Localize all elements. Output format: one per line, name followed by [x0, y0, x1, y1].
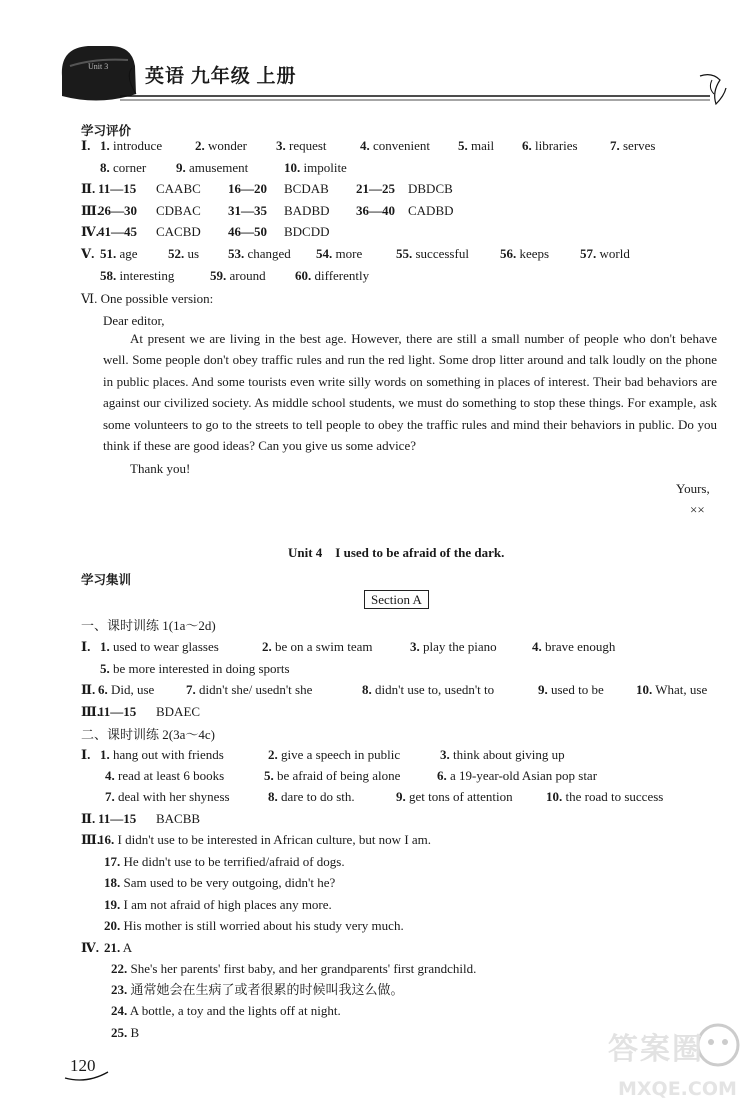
- answer-item: [228, 180, 267, 198]
- answer-text: world: [599, 246, 630, 261]
- answer-number: Ⅱ.: [81, 181, 96, 196]
- letter-thanks: Thank you!: [130, 461, 191, 476]
- answer-item: [98, 831, 431, 849]
- answer-item: [264, 767, 400, 785]
- answer-item: [81, 939, 99, 957]
- answer-item: [81, 810, 95, 828]
- answer-number: 17.: [104, 854, 121, 869]
- answer-number: 5.: [100, 661, 110, 676]
- answer-number: 24.: [111, 1003, 128, 1018]
- answer-item: [276, 137, 327, 155]
- answer-item: [104, 896, 332, 914]
- answer-number: 11—15: [98, 811, 137, 826]
- answer-item: [410, 638, 497, 656]
- answer-item: [104, 917, 404, 935]
- answer-item: [105, 788, 230, 806]
- answer-item: [100, 245, 138, 263]
- answer-item: [284, 202, 330, 220]
- answer-item: [111, 1024, 139, 1042]
- answer-item: [100, 660, 290, 678]
- answer-number: 4.: [105, 768, 115, 783]
- answer-number: 25.: [111, 1025, 128, 1040]
- answer-item: [210, 267, 266, 285]
- answer-text: used to be: [551, 682, 604, 697]
- answer-text: I am not afraid of high places any more.: [123, 897, 332, 912]
- answer-item: [156, 703, 200, 721]
- answer-number: 2.: [262, 639, 272, 654]
- answer-number: 8.: [100, 160, 110, 175]
- answer-number: 3.: [440, 747, 450, 762]
- answer-text: dare to do sth.: [281, 789, 355, 804]
- answer-text: deal with her shyness: [118, 789, 230, 804]
- answer-number: 6.: [437, 768, 447, 783]
- answer-number: 11—15: [98, 181, 137, 196]
- letter-closing: Yours,: [676, 481, 710, 496]
- answer-number: 8.: [362, 682, 372, 697]
- answer-number: Ⅳ.: [81, 224, 100, 239]
- answer-number: 10.: [636, 682, 653, 697]
- answer-number: 52.: [168, 246, 185, 261]
- answer-text: successful: [415, 246, 469, 261]
- answer-text: CADBD: [408, 203, 454, 218]
- answer-number: 1.: [100, 138, 110, 153]
- answer-number: 46—50: [228, 224, 267, 239]
- answer-text: corner: [113, 160, 147, 175]
- answer-text: DBDCB: [408, 181, 453, 196]
- answer-item: [81, 223, 99, 241]
- answer-number: 16.: [98, 832, 115, 847]
- answer-text: libraries: [535, 138, 578, 153]
- answer-text: changed: [247, 246, 291, 261]
- vi-label: Ⅵ. One possible version:: [81, 291, 214, 306]
- answer-text: wonder: [208, 138, 247, 153]
- answer-item: [396, 245, 469, 263]
- answer-item: [81, 638, 90, 656]
- answer-number: 26—30: [98, 203, 137, 218]
- answer-number: 2.: [195, 138, 205, 153]
- answer-item: [268, 788, 355, 806]
- answer-item: [81, 681, 95, 699]
- answer-number: 54.: [316, 246, 333, 261]
- section-a-box: Section A: [364, 590, 429, 609]
- answer-text: didn't she/ usedn't she: [199, 682, 313, 697]
- answer-text: didn't use to, usedn't to: [375, 682, 495, 697]
- answer-text: keeps: [519, 246, 550, 261]
- answer-item: [538, 681, 604, 699]
- answer-number: 5.: [264, 768, 274, 783]
- answer-item: [284, 180, 329, 198]
- answer-text: be afraid of being alone: [277, 768, 401, 783]
- answer-item: [98, 703, 136, 721]
- answer-item: [98, 180, 136, 198]
- answer-number: 16—20: [228, 181, 267, 196]
- answer-text: BCDAB: [284, 181, 329, 196]
- answer-item: [522, 137, 578, 155]
- answer-number: 18.: [104, 875, 121, 890]
- answer-item: [156, 810, 200, 828]
- answer-number: 21.: [104, 940, 121, 955]
- answer-text: CAABC: [156, 181, 201, 196]
- answer-text: CACBD: [156, 224, 201, 239]
- answer-number: 51.: [100, 246, 117, 261]
- answer-text: used to wear glasses: [113, 639, 219, 654]
- answer-number: Ⅳ.: [81, 940, 100, 955]
- answer-item: [580, 245, 630, 263]
- answer-number: 1.: [100, 747, 110, 762]
- answer-text: His mother is still worried about his study very much.: [123, 918, 404, 933]
- answer-number: 7.: [186, 682, 196, 697]
- page-number-curl: [62, 1062, 112, 1082]
- answer-item: [268, 746, 400, 764]
- answer-number: Ⅱ.: [81, 682, 96, 697]
- answer-number: Ⅲ.: [81, 203, 101, 218]
- answer-item: [81, 180, 95, 198]
- answer-item: [156, 180, 201, 198]
- answer-text: introduce: [113, 138, 163, 153]
- answer-text: A bottle, a toy and the lights off at night.: [129, 1003, 341, 1018]
- letter-greeting: Dear editor,: [103, 313, 165, 328]
- answer-item: [176, 159, 248, 177]
- answer-number: Ⅱ.: [81, 811, 96, 826]
- answer-number: 3.: [410, 639, 420, 654]
- answer-number: Ⅴ.: [81, 246, 95, 261]
- answer-text: Sam used to be very outgoing, didn't he?: [123, 875, 336, 890]
- answer-item: [396, 788, 513, 806]
- answer-text: be more interested in doing sports: [113, 661, 290, 676]
- answer-number: 9.: [538, 682, 548, 697]
- answer-item: [295, 267, 369, 285]
- answer-text: amusement: [189, 160, 249, 175]
- letter-body: At present we are living in the best age. However, there are still a small number of people who don't behave well. Some people don't obey traffic rules and run the red light. Some drop litter around and talk loudly on the phone in public places. And some tourists even write silly words on something in places of interest. Their bad behaviors are against our civilized society. As middle school students, we must do something to stop these things. For example, ask some volunteers to go to the streets to tell people to obey the traffic rules and mind their behaviors in public. Do you think if these are good ideas? Can you give us some advice?: [103, 331, 717, 454]
- answer-text: serves: [623, 138, 656, 153]
- answer-number: 20.: [104, 918, 121, 933]
- answer-item: [458, 137, 494, 155]
- answer-item: [104, 939, 132, 957]
- answer-text: BADBD: [284, 203, 330, 218]
- answer-text: interesting: [119, 268, 175, 283]
- section-heading-2: 学习集训: [81, 573, 132, 587]
- unit-title: Unit 4 I used to be afraid of the dark.: [288, 545, 505, 560]
- answer-number: 23.: [111, 982, 128, 997]
- answer-number: 19.: [104, 897, 121, 912]
- answer-number: 5.: [458, 138, 468, 153]
- answer-text: us: [187, 246, 200, 261]
- answer-number: 4.: [532, 639, 542, 654]
- answer-item: [262, 638, 372, 656]
- answer-number: 4.: [360, 138, 370, 153]
- answer-number: Ⅰ.: [81, 747, 91, 762]
- answer-item: [284, 159, 347, 177]
- answer-item: [362, 681, 494, 699]
- answer-number: Ⅲ.: [81, 832, 101, 847]
- watermark-text-top: 答案圈: [608, 1032, 704, 1067]
- answer-number: 21—25: [356, 181, 395, 196]
- letter-signature: ××: [690, 502, 705, 517]
- answer-number: 2.: [268, 747, 278, 762]
- answer-text: Did, use: [111, 682, 155, 697]
- answer-number: 11—15: [98, 704, 137, 719]
- answer-number: 8.: [268, 789, 278, 804]
- answer-number: 9.: [176, 160, 186, 175]
- answer-number: 41—45: [98, 224, 137, 239]
- answer-text: He didn't use to be terrified/afraid of dogs.: [123, 854, 345, 869]
- answer-number: 1.: [100, 639, 110, 654]
- watermark: [608, 1020, 748, 1108]
- answer-number: 31—35: [228, 203, 267, 218]
- answer-text: A: [122, 940, 133, 955]
- answer-text: differently: [314, 268, 370, 283]
- answer-item: [104, 874, 335, 892]
- answer-item: [546, 788, 663, 806]
- answer-text: What, use: [655, 682, 708, 697]
- answer-text: 通常她会在生病了或者很累的时候叫我这么做。: [130, 982, 404, 997]
- answer-number: Ⅰ.: [81, 639, 91, 654]
- answer-item: [111, 1002, 341, 1020]
- svg-text:Unit 3: Unit 3: [88, 62, 109, 71]
- answer-item: [636, 681, 707, 699]
- answer-text: BDCDD: [284, 224, 330, 239]
- answer-text: impolite: [303, 160, 347, 175]
- answer-text: more: [335, 246, 363, 261]
- lesson-2-label: 二、课时训练 2(3a～4c): [81, 727, 215, 742]
- answer-number: 36—40: [356, 203, 395, 218]
- answer-item: [610, 137, 656, 155]
- answer-text: be on a swim team: [275, 639, 373, 654]
- answer-text: play the piano: [423, 639, 497, 654]
- answer-item: [81, 746, 90, 764]
- answer-text: BACBB: [156, 811, 201, 826]
- answer-item: [500, 245, 549, 263]
- answer-item: [98, 681, 154, 699]
- watermark-text-bottom: MXQE.COM: [618, 1078, 737, 1100]
- answer-item: [100, 137, 162, 155]
- answer-text: B: [130, 1025, 140, 1040]
- answer-item: [81, 137, 90, 155]
- answer-item: [356, 202, 395, 220]
- answer-item: [111, 960, 476, 978]
- answer-text: hang out with friends: [113, 747, 224, 762]
- answer-number: 58.: [100, 268, 117, 283]
- answer-text: age: [119, 246, 138, 261]
- answer-item: [228, 223, 267, 241]
- answer-number: 7.: [610, 138, 620, 153]
- answer-item: [100, 159, 146, 177]
- answer-number: 9.: [396, 789, 406, 804]
- answer-text: I didn't use to be interested in African culture, but now I am.: [117, 832, 432, 847]
- answer-number: 7.: [105, 789, 115, 804]
- answer-text: get tons of attention: [409, 789, 513, 804]
- answer-item: [111, 981, 404, 999]
- section-heading: 学习评价: [81, 124, 132, 138]
- answer-item: [81, 245, 94, 263]
- answer-item: [104, 853, 345, 871]
- answer-item: [168, 245, 199, 263]
- answer-number: 57.: [580, 246, 597, 261]
- answer-item: [105, 767, 224, 785]
- answer-item: [228, 202, 267, 220]
- answer-item: [156, 223, 201, 241]
- answer-item: [98, 810, 136, 828]
- answer-item: [98, 223, 137, 241]
- answer-text: the road to success: [565, 789, 664, 804]
- answer-item: [98, 202, 137, 220]
- answer-text: give a speech in public: [281, 747, 401, 762]
- answer-item: [316, 245, 362, 263]
- answer-item: [228, 245, 291, 263]
- book-title: 英语 九年级 上册: [145, 66, 297, 87]
- answer-text: think about giving up: [453, 747, 565, 762]
- answer-text: CDBAC: [156, 203, 201, 218]
- answer-number: 59.: [210, 268, 227, 283]
- answer-item: [186, 681, 312, 699]
- lesson-1-label: 一、课时训练 1(1a～2d): [81, 618, 216, 633]
- answer-text: around: [229, 268, 266, 283]
- answer-number: 56.: [500, 246, 517, 261]
- answer-item: [156, 202, 201, 220]
- answer-item: [408, 202, 454, 220]
- answer-item: [195, 137, 247, 155]
- answer-number: 6.: [98, 682, 108, 697]
- answer-number: Ⅲ.: [81, 704, 101, 719]
- answer-text: BDAEC: [156, 704, 201, 719]
- answer-item: [100, 267, 174, 285]
- answer-item: [437, 767, 597, 785]
- answer-number: 6.: [522, 138, 532, 153]
- answer-text: read at least 6 books: [118, 768, 225, 783]
- answer-item: [440, 746, 565, 764]
- answer-number: 3.: [276, 138, 286, 153]
- answer-number: 10.: [546, 789, 563, 804]
- answer-number: 22.: [111, 961, 128, 976]
- answer-text: brave enough: [545, 639, 616, 654]
- answer-text: a 19-year-old Asian pop star: [450, 768, 598, 783]
- answer-number: 60.: [295, 268, 312, 283]
- answer-number: Ⅰ.: [81, 138, 91, 153]
- answer-text: mail: [471, 138, 495, 153]
- answer-item: [100, 746, 224, 764]
- answer-item: [284, 223, 330, 241]
- answer-number: 55.: [396, 246, 413, 261]
- answer-item: [408, 180, 453, 198]
- page-number: 120: [70, 1056, 96, 1075]
- answer-item: [100, 638, 219, 656]
- answer-text: convenient: [373, 138, 431, 153]
- answer-text: She's her parents' first baby, and her grandparents' first grandchild.: [130, 961, 477, 976]
- answer-number: 53.: [228, 246, 245, 261]
- answer-item: [532, 638, 615, 656]
- answer-item: [356, 180, 395, 198]
- answer-number: 10.: [284, 160, 301, 175]
- answer-text: request: [289, 138, 327, 153]
- answer-item: [360, 137, 430, 155]
